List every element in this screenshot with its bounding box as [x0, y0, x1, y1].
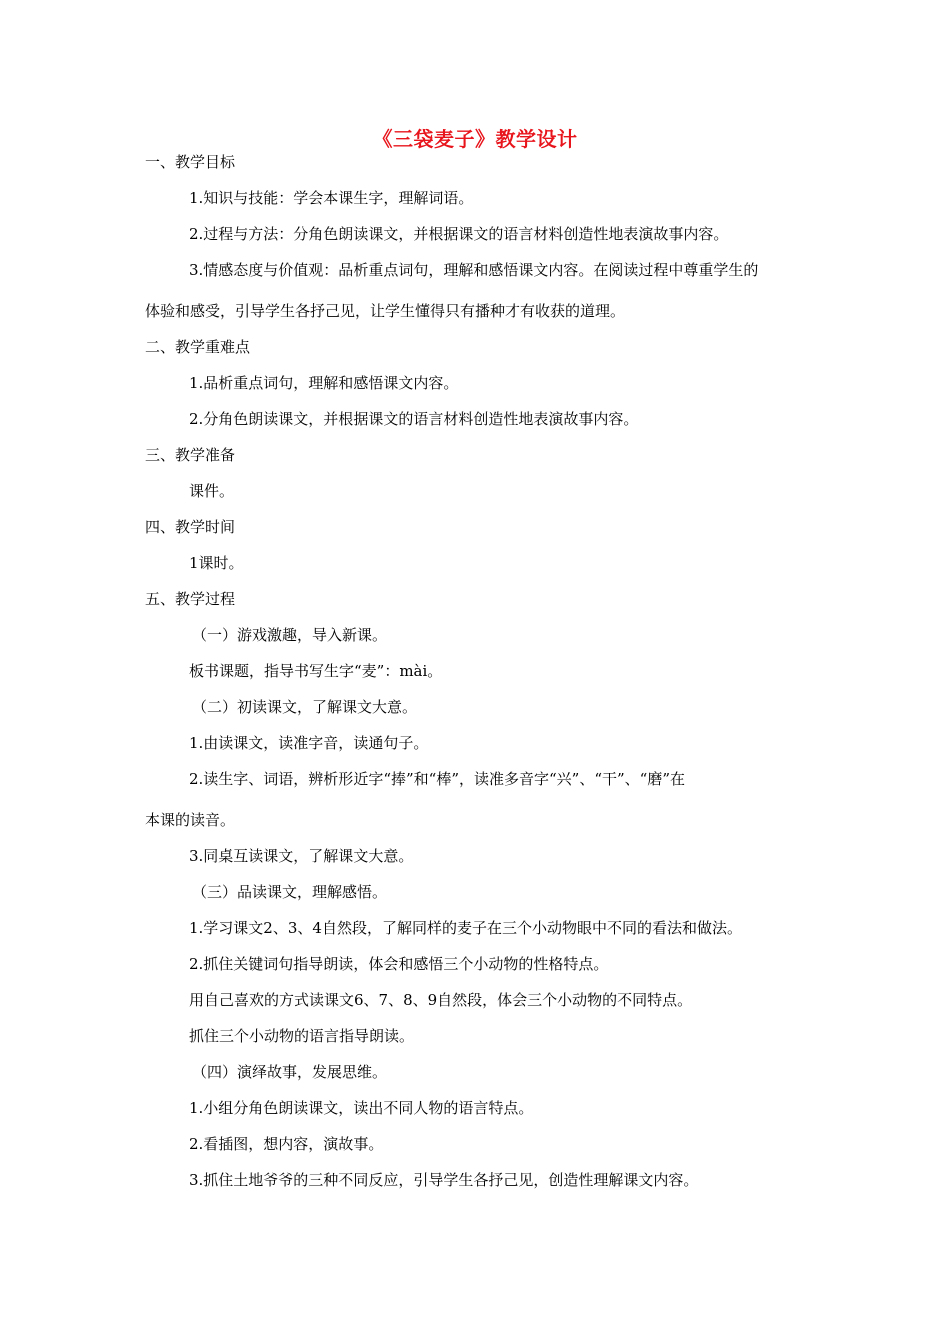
objective-values: 3.情感态度与价值观：品析重点词句，理解和感悟课文内容。在阅读过程中尊重学生的	[189, 261, 759, 279]
preparation-text: 课件。	[189, 482, 235, 500]
document-title: 《三袋麦子》教学设计	[372, 127, 578, 151]
process-step-3-item-4: 抓住三个小动物的语言指导朗读。	[189, 1027, 415, 1045]
section-heading-process: 五、教学过程	[145, 590, 236, 608]
key-point-2: 2.分角色朗读课文，并根据课文的语言材料创造性地表演故事内容。	[189, 410, 639, 428]
section-heading-key-points: 二、教学重难点	[145, 338, 251, 356]
process-step-2-item-1: 1.由读课文，读准字音，读通句子。	[189, 734, 429, 752]
section-heading-objectives: 一、教学目标	[145, 153, 236, 171]
process-step-4-item-2: 2.看插图，想内容，演故事。	[189, 1135, 384, 1153]
section-heading-time: 四、教学时间	[145, 518, 236, 536]
process-step-4-item-3: 3.抓住土地爷爷的三种不同反应，引导学生各抒己见，创造性理解课文内容。	[189, 1171, 699, 1189]
objective-knowledge: 1.知识与技能：学会本课生字，理解词语。	[189, 189, 474, 207]
process-step-2-item-3: 3.同桌互读课文，了解课文大意。	[189, 847, 414, 865]
objective-process: 2.过程与方法：分角色朗读课文，并根据课文的语言材料创造性地表演故事内容。	[189, 225, 729, 243]
section-heading-preparation: 三、教学准备	[145, 446, 236, 464]
process-step-3-heading: （三）品读课文，理解感悟。	[192, 883, 388, 901]
time-text: 1课时。	[189, 554, 244, 572]
process-step-2-item-2-continued: 本课的读音。	[145, 811, 236, 829]
process-step-4-item-1: 1.小组分角色朗读课文，读出不同人物的语言特点。	[189, 1099, 534, 1117]
process-step-1-heading: （一）游戏激趣，导入新课。	[192, 626, 388, 644]
process-step-4-heading: （四）演绎故事，发展思维。	[192, 1063, 388, 1081]
process-step-2-item-2: 2.读生字、词语，辨析形近字“捧”和“棒”，读准多音字“兴”、“干”、“磨”在	[189, 770, 685, 788]
process-step-2-heading: （二）初读课文，了解课文大意。	[192, 698, 418, 716]
key-point-1: 1.品析重点词句，理解和感悟课文内容。	[189, 374, 459, 392]
process-step-3-item-3: 用自己喜欢的方式读课文6、7、8、9自然段，体会三个小动物的不同特点。	[189, 991, 693, 1009]
process-step-3-item-1: 1.学习课文2、3、4自然段，了解同样的麦子在三个小动物眼中不同的看法和做法。	[189, 919, 742, 937]
objective-values-continued: 体验和感受，引导学生各抒己见，让学生懂得只有播种才有收获的道理。	[145, 302, 626, 320]
process-step-3-item-2: 2.抓住关键词句指导朗读，体会和感悟三个小动物的性格特点。	[189, 955, 609, 973]
process-step-1-text: 板书课题，指导书写生字“麦”：mài。	[189, 662, 443, 680]
